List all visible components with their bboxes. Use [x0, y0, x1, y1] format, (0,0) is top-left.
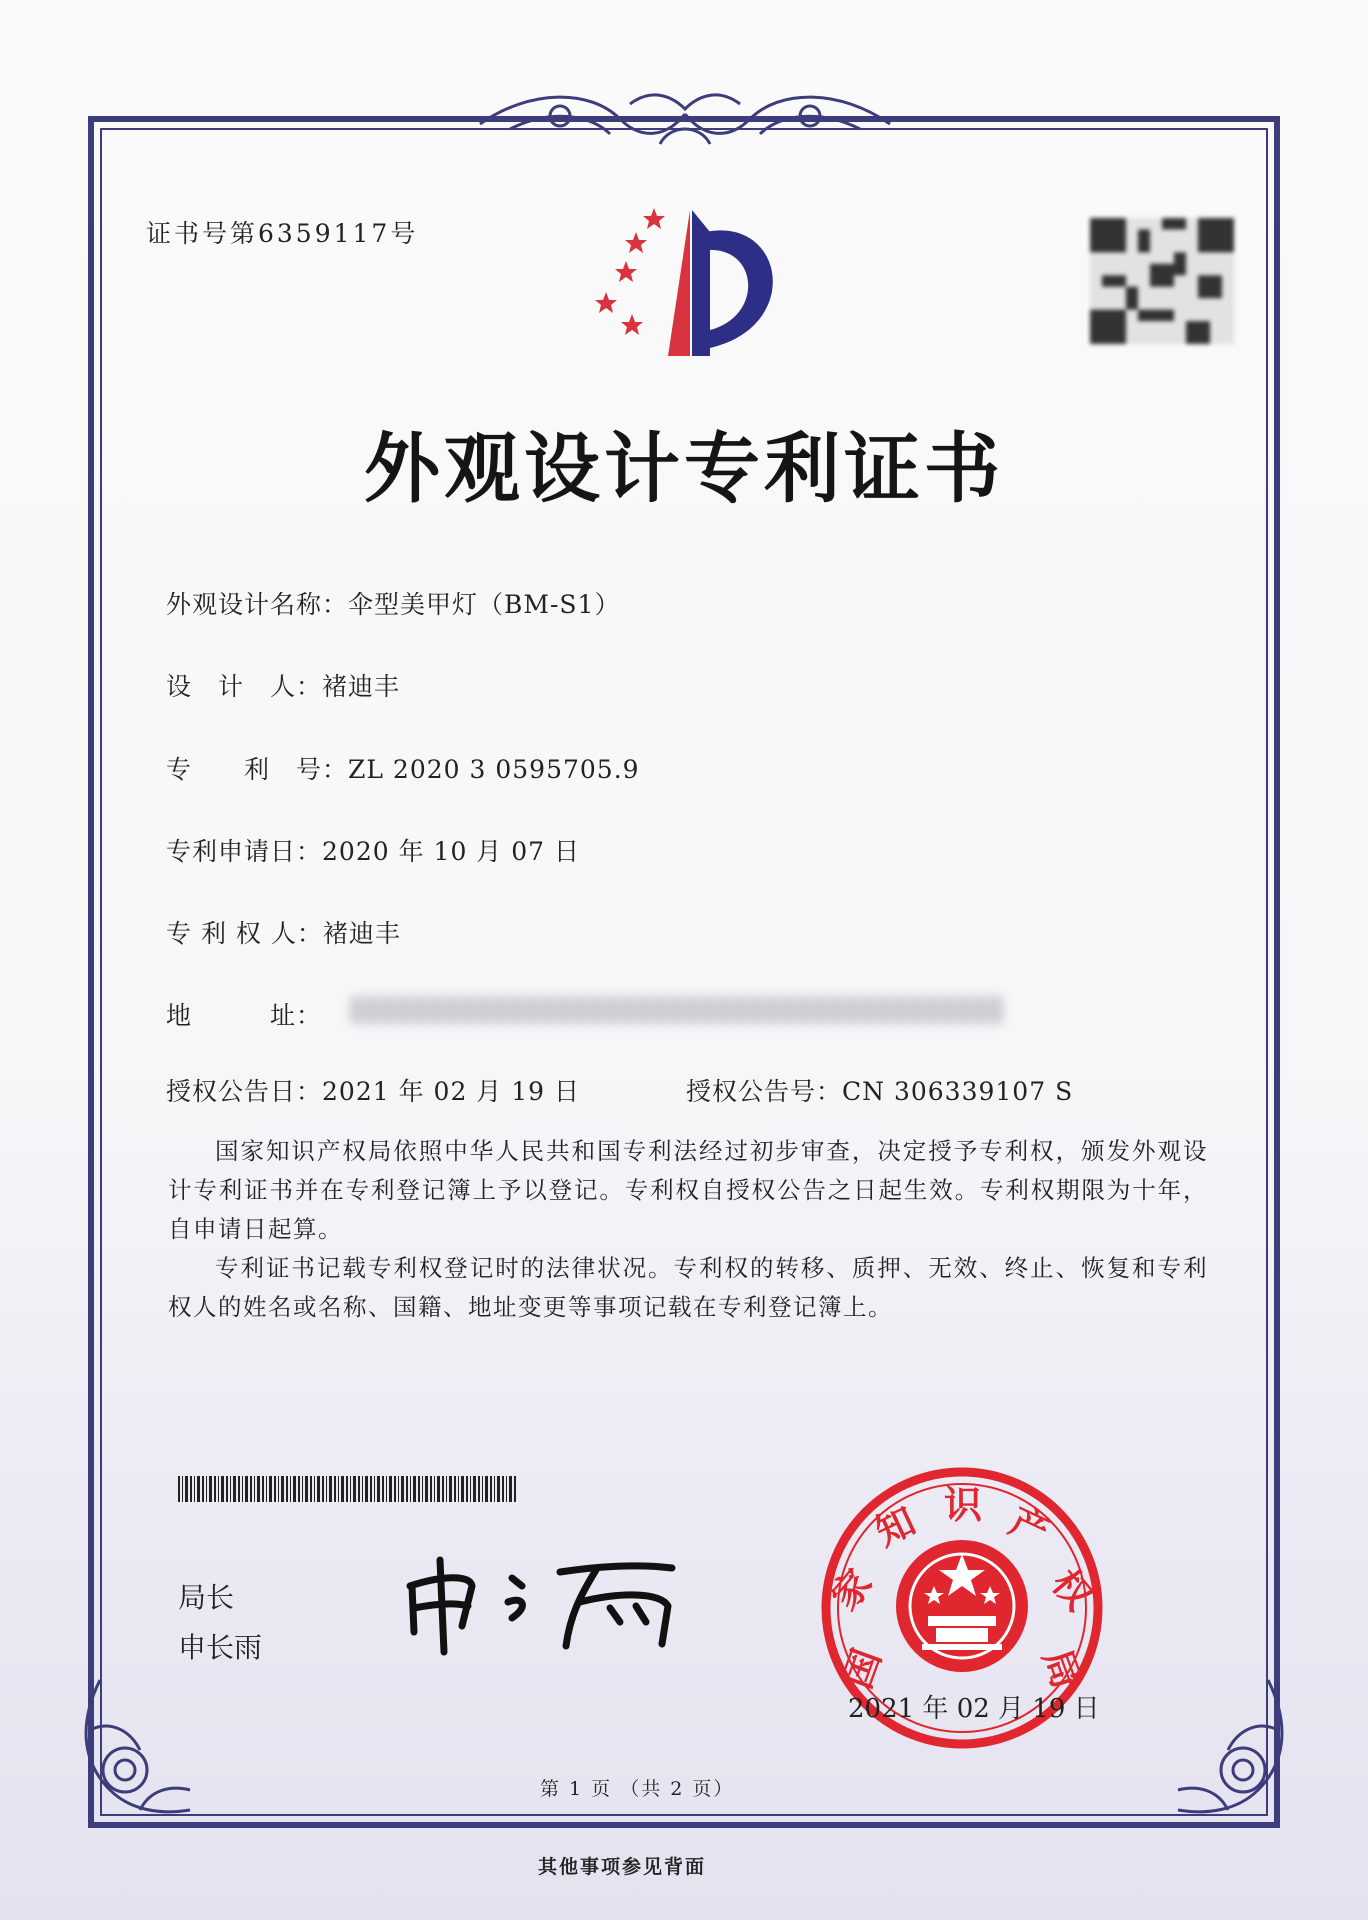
- application-date-label: 专利申请日：: [166, 837, 323, 866]
- application-date-value: 2020 年 10 月 07 日: [322, 837, 580, 866]
- designer-label: 设 计 人：: [166, 672, 323, 701]
- seal-char-1: 国: [835, 1643, 890, 1695]
- seal-char-6: 权: [1043, 1561, 1102, 1619]
- seal-char-4: 识: [944, 1483, 983, 1527]
- director-title: 局长: [178, 1581, 235, 1614]
- patentee-value: 褚迪丰: [322, 919, 401, 948]
- design-name-value: 伞型美甲灯（BM-S1）: [348, 590, 621, 619]
- application-date-row: [166, 832, 580, 868]
- patentee-row: [166, 914, 401, 950]
- address-row: [166, 996, 322, 1032]
- patent-number-value: ZL 2020 3 0595705.9: [348, 755, 640, 784]
- barcode: [178, 1476, 518, 1502]
- grant-date-value: 2021 年 02 月 19 日: [322, 1077, 580, 1106]
- grant-number-value: CN 306339107 S: [842, 1077, 1074, 1106]
- qr-code: [1090, 218, 1234, 344]
- body-text: [168, 1132, 1208, 1327]
- seal-char-5: 产: [1003, 1498, 1057, 1555]
- handwritten-signature: [400, 1556, 700, 1656]
- grant-number-row: [686, 1072, 1073, 1108]
- bottom-right-ornament: [1158, 1670, 1298, 1830]
- paragraph-grant: 国家知识产权局依照中华人民共和国专利法经过初步审查，决定授予专利权，颁发外观设计专利证书并在专利登记簿上予以登记。专利权自授权公告之日起生效。专利权期限为十年，自申请日起算。: [168, 1137, 1208, 1243]
- design-name-label: 外观设计名称：: [166, 590, 349, 619]
- address-label: 地 址：: [166, 1001, 323, 1030]
- seal-date: 2021 年 02 月 19 日: [848, 1694, 1100, 1724]
- seal-char-3: 知: [868, 1498, 923, 1555]
- seal-char-7: 局: [1034, 1643, 1089, 1695]
- page-indicator: 第 1 页 （共 2 页）: [540, 1778, 735, 1800]
- top-ornament: [470, 84, 900, 164]
- designer-row: [166, 667, 400, 703]
- grant-date-label: 授权公告日：: [166, 1077, 323, 1106]
- designer-value: 褚迪丰: [322, 672, 401, 701]
- patent-office-logo: [584, 206, 790, 368]
- patentee-label: 专 利 权 人：: [166, 919, 323, 948]
- design-name-row: [166, 585, 620, 621]
- seal-char-2: 家: [822, 1561, 881, 1619]
- grant-number-label: 授权公告号：: [686, 1077, 843, 1106]
- certificate-title: 外观设计专利证书: [364, 424, 1004, 513]
- patent-number-row: [166, 750, 640, 786]
- patent-number-label: 专 利 号：: [166, 755, 349, 784]
- certificate-number: 证书号第6359117号: [146, 219, 419, 248]
- paragraph-legal-status: 专利证书记载专利权登记时的法律状况。专利权的转移、质押、无效、终止、恢复和专利权人的姓名或名称、国籍、地址变更等事项记载在专利登记簿上。: [168, 1254, 1208, 1321]
- director-name: 申长雨: [178, 1631, 263, 1664]
- bottom-left-ornament: [70, 1670, 210, 1830]
- back-note: 其他事项参见背面: [538, 1856, 707, 1878]
- grant-date-row: [166, 1072, 580, 1108]
- address-redacted: [350, 996, 1004, 1024]
